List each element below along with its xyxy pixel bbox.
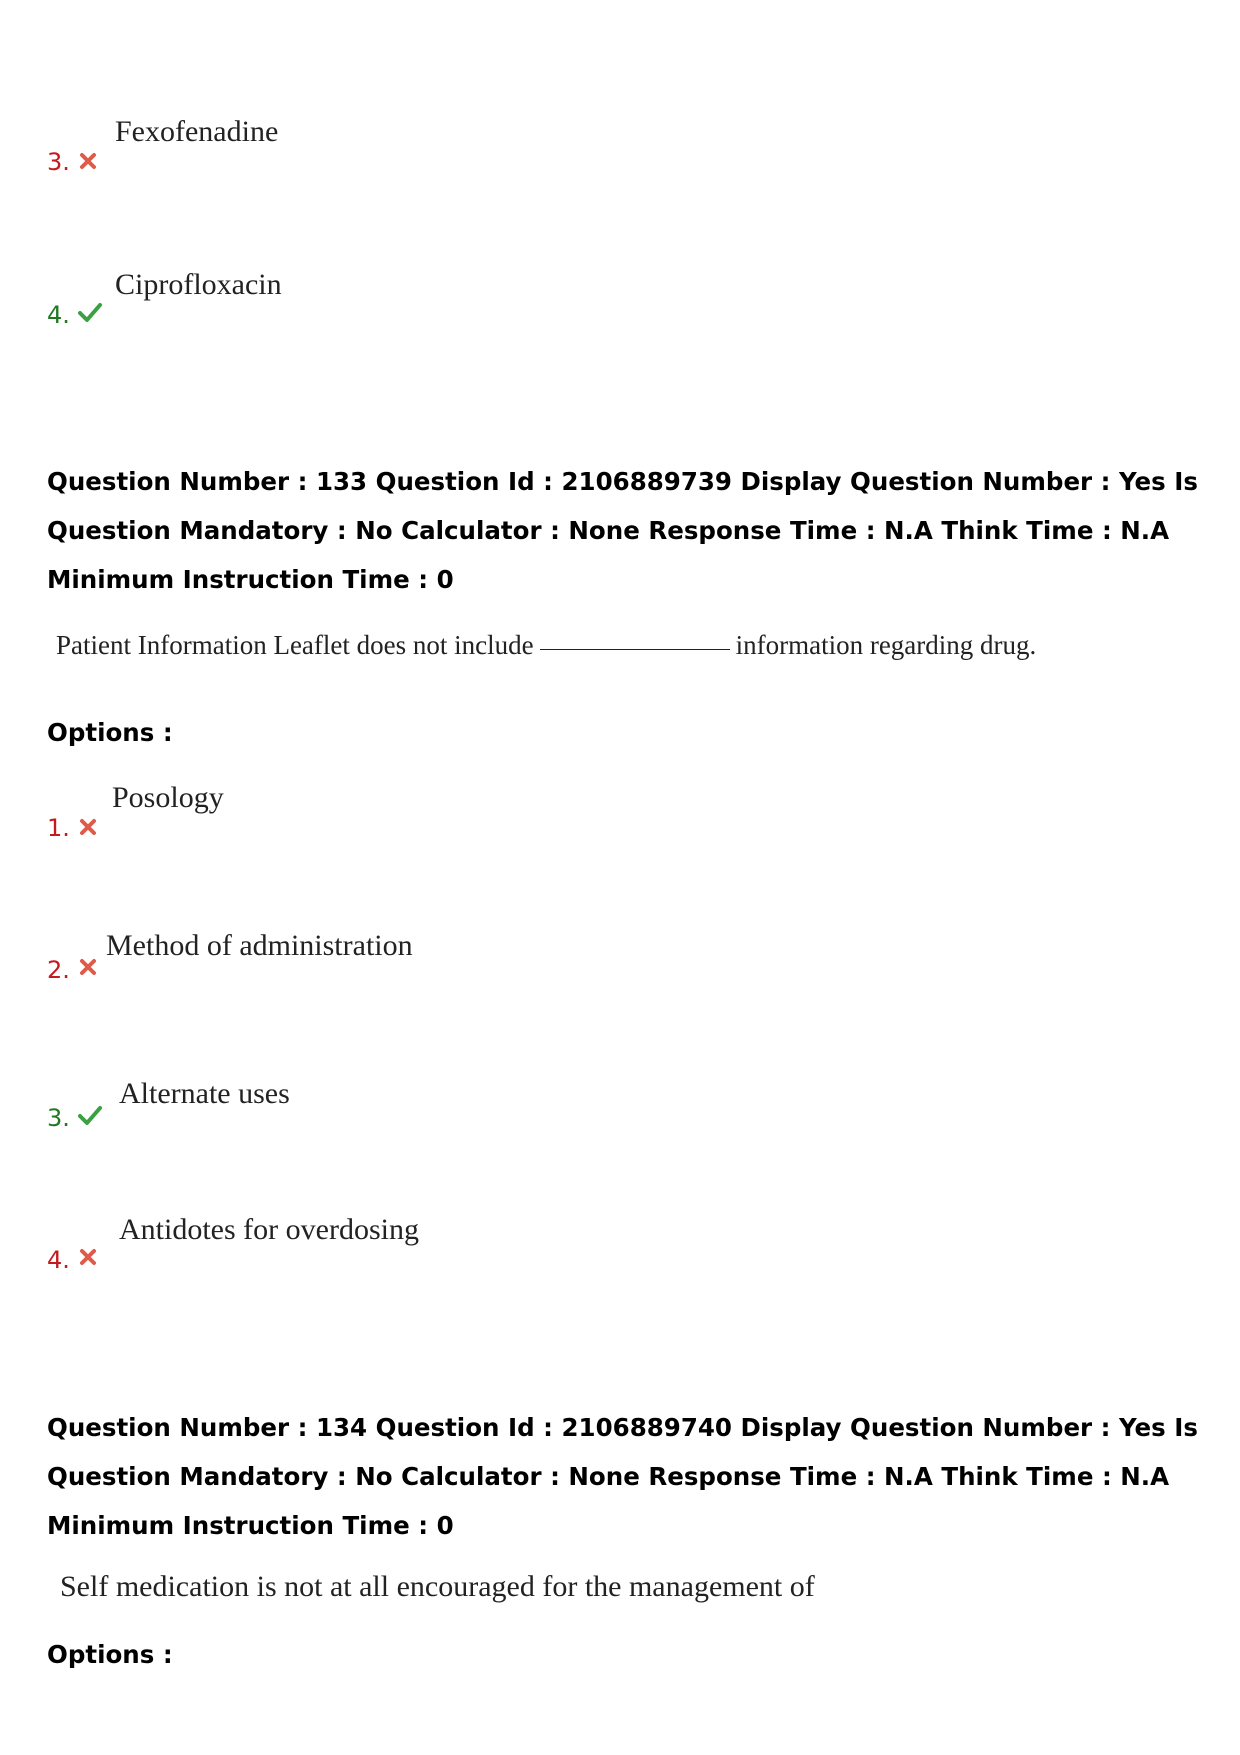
option-text: Posology xyxy=(112,781,224,814)
option-number: 3. xyxy=(47,1104,70,1132)
option-text: Antidotes for overdosing xyxy=(119,1213,419,1246)
option-text: Fexofenadine xyxy=(115,115,279,148)
options-label: Options : xyxy=(47,718,173,747)
cross-icon xyxy=(77,1246,99,1268)
option-number: 2. xyxy=(47,956,70,984)
option-text: Alternate uses xyxy=(119,1077,290,1110)
check-icon xyxy=(77,301,103,323)
question-text-after: information regarding drug. xyxy=(735,630,1037,660)
options-label: Options : xyxy=(47,1640,173,1669)
option-number: 4. xyxy=(47,301,70,329)
option-number: 1. xyxy=(47,814,70,842)
cross-icon xyxy=(77,956,99,978)
option-number: 3. xyxy=(47,148,70,176)
question-text-before: Patient Information Leaflet does not include xyxy=(56,630,534,660)
option-text: Method of administration xyxy=(106,929,413,962)
option-number: 4. xyxy=(47,1246,70,1274)
option-text: Ciprofloxacin xyxy=(115,268,282,301)
check-icon xyxy=(77,1104,103,1126)
blank-line xyxy=(540,649,730,650)
question-header-134: Question Number : 134 Question Id : 2106889740 Display Question Number : Yes Is Question Mandatory : No Calculator : None Response Time : N.A Think Time : N.A Minimum Instruction Time : 0 xyxy=(47,1413,1198,1540)
question-header-133: Question Number : 133 Question Id : 2106889739 Display Question Number : Yes Is Question Mandatory : No Calculator : None Response Time : N.A Think Time : N.A Minimum Instruction Time : 0 xyxy=(47,467,1198,594)
question-text-133 xyxy=(56,630,1036,661)
cross-icon xyxy=(77,816,99,838)
cross-icon xyxy=(77,150,99,172)
question-text-134: Self medication is not at all encouraged for the management of xyxy=(60,1570,815,1603)
